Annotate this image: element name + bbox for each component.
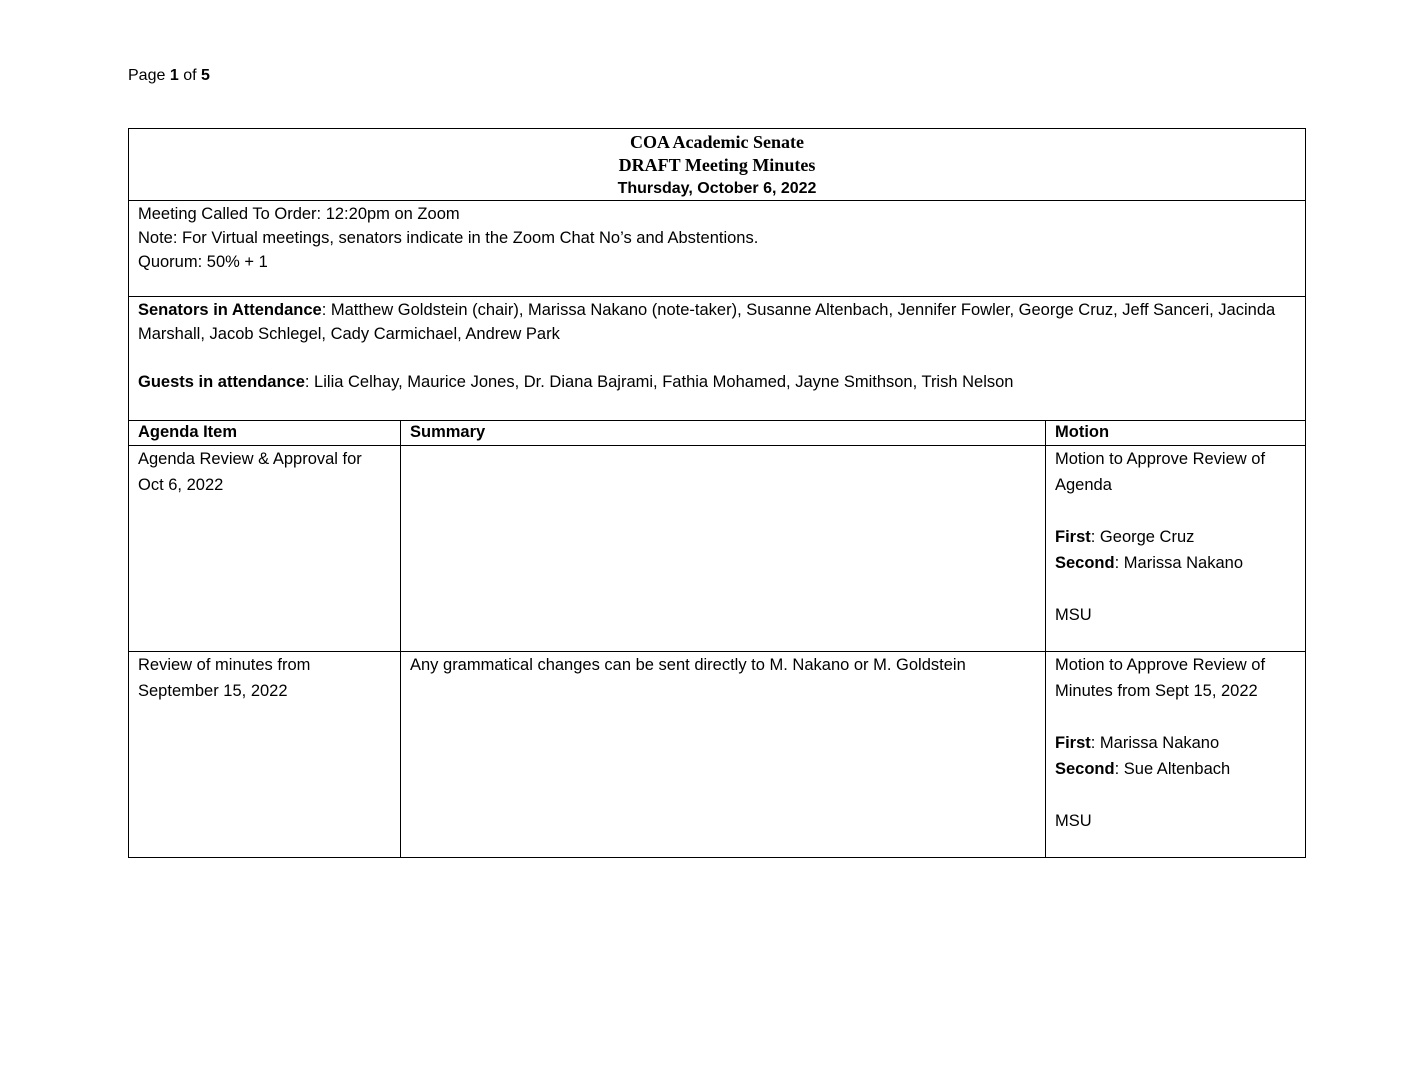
- senators-attendance: [138, 298, 1296, 346]
- second-name: : Sue Altenbach: [1114, 760, 1231, 778]
- senators-label: Senators in Attendance: [138, 301, 322, 319]
- meeting-info: [129, 201, 1306, 297]
- table-row: [129, 446, 1306, 652]
- column-header-motion: Motion: [1046, 421, 1306, 446]
- senators-list: : Matthew Goldstein (chair), Marissa Nakano (note-taker), Susanne Altenbach, Jennifer Fowler, George Cruz, Jeff Sanceri, Jacinda Marshall, Jacob Schlegel, Cady Carmichael, Andrew Park: [138, 301, 1276, 343]
- page-total: 5: [200, 67, 210, 84]
- first-label: First: [1055, 734, 1091, 752]
- table-row: [129, 652, 1306, 858]
- first-name: : George Cruz: [1090, 528, 1195, 546]
- call-to-order: Meeting Called To Order: 12:20pm on Zoom: [138, 205, 460, 223]
- motion-cell: [1046, 652, 1306, 858]
- virtual-note: Note: For Virtual meetings, senators indicate in the Zoom Chat No’s and Abstentions.: [138, 229, 759, 247]
- first-name: : Marissa Nakano: [1090, 734, 1220, 752]
- second-label: Second: [1055, 760, 1115, 778]
- first-label: First: [1055, 528, 1091, 546]
- column-header-agenda: Agenda Item: [129, 421, 401, 446]
- meeting-date: Thursday, October 6, 2022: [617, 180, 817, 197]
- motion-first: [1055, 730, 1296, 756]
- motion-cell: [1046, 446, 1306, 652]
- motion-result: MSU: [1055, 812, 1092, 830]
- document-title: COA Academic Senate: [630, 132, 804, 152]
- motion-text: Motion to Approve Review of Minutes from Sept 15, 2022: [1055, 656, 1266, 700]
- summary-cell: Any grammatical changes can be sent directly to M. Nakano or M. Goldstein: [401, 652, 1046, 858]
- document-subtitle: DRAFT Meeting Minutes: [618, 155, 816, 175]
- agenda-item: Agenda Review & Approval for Oct 6, 2022: [129, 446, 401, 652]
- guests-list: : Lilia Celhay, Maurice Jones, Dr. Diana Bajrami, Fathia Mohamed, Jayne Smithson, Trish Nelson: [304, 373, 1014, 391]
- motion-first: [1055, 524, 1296, 550]
- agenda-item: Review of minutes from September 15, 2022: [129, 652, 401, 858]
- column-header-summary: Summary: [401, 421, 1046, 446]
- motion-text: Motion to Approve Review of Agenda: [1055, 450, 1266, 494]
- minutes-table: [128, 128, 1306, 858]
- motion-result: MSU: [1055, 606, 1092, 624]
- guests-label: Guests in attendance: [138, 373, 305, 391]
- document-header: [129, 129, 1306, 201]
- page-prefix: Page: [128, 67, 166, 84]
- page-number: [128, 66, 210, 86]
- attendance-section: [129, 297, 1306, 421]
- column-header-row: [129, 421, 1306, 446]
- motion-second: [1055, 550, 1296, 576]
- motion-second: [1055, 756, 1296, 782]
- summary-cell: [401, 446, 1046, 652]
- page-current: 1: [169, 67, 179, 84]
- quorum: Quorum: 50% + 1: [138, 253, 268, 271]
- second-label: Second: [1055, 554, 1115, 572]
- page-of: of: [183, 67, 197, 84]
- guests-attendance: [138, 370, 1296, 394]
- second-name: : Marissa Nakano: [1114, 554, 1243, 572]
